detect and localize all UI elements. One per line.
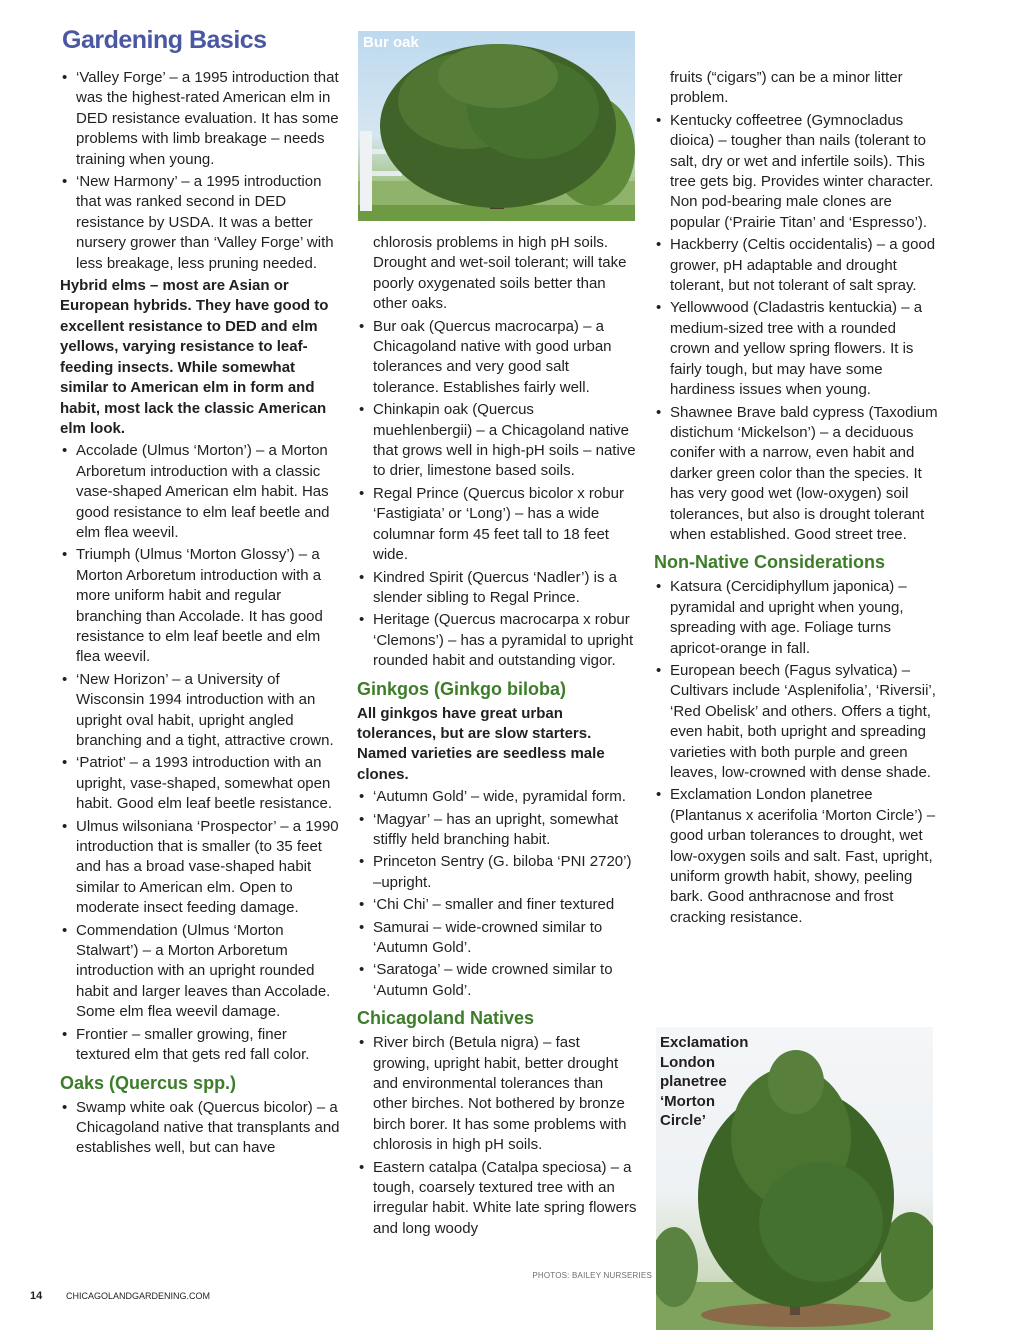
non-native-list bbox=[654, 577, 939, 928]
list-item: • ‘Autumn Gold’ – wide, pyramidal form. bbox=[357, 787, 637, 807]
list-item: • Eastern catalpa (Catalpa speciosa) – a tough, coarsely textured tree with an irregular habit. White late spring flowers and long woody bbox=[357, 1158, 637, 1240]
list-item: • European beech (Fagus sylvatica) – Cultivars include ‘Asplenifolia’, ‘Riversii’, ‘Red Obelisk’ and others. Offers a tight, even habit, both upright and spreading varieties with both purple and green leaves, low-crowned with dense shade. bbox=[654, 661, 939, 783]
list-item: • Heritage (Quercus macrocarpa x robur ‘Clemons’) – has a pyramidal to upright rounded habit and outstanding vigor. bbox=[357, 610, 637, 671]
elm-list-a bbox=[60, 68, 340, 274]
list-item: • Katsura (Cercidiphyllum japonica) – pyramidal and upright when young, spreading with age. Foliage turns apricot-orange in fall. bbox=[654, 577, 939, 659]
column-1 bbox=[60, 68, 340, 1161]
list-item: • ‘New Horizon’ – a University of Wisconsin 1994 introduction with an upright oval habit, upright angled branching and a tight, attractive crown. bbox=[60, 670, 340, 752]
list-item: • Princeton Sentry (G. biloba ‘PNI 2720’) –upright. bbox=[357, 852, 637, 893]
continuation-text: fruits (“cigars”) can be a minor litter problem. bbox=[670, 69, 903, 107]
list-item: • Accolade (Ulmus ‘Morton’) – a Morton Arboretum introduction with a classic vase-shaped American elm habit. Has good resistance to elm leaf beetle and elm flea weevil. bbox=[60, 441, 340, 543]
site-url: CHICAGOLANDGARDENING.COM bbox=[66, 1291, 211, 1301]
list-item: • Regal Prince (Quercus bicolor x robur ‘Fastigiata’ or ‘Long’) – has a wide columnar form 45 feet tall to 18 feet wide. bbox=[357, 484, 637, 566]
list-item: • Samurai – wide-crowned similar to ‘Autumn Gold’. bbox=[357, 918, 637, 959]
list-item: • Bur oak (Quercus macrocarpa) – a Chicagoland native with good urban tolerances and very good salt tolerance. Establishes fairly well. bbox=[357, 317, 637, 399]
list-item: • Yellowwood (Cladastris kentuckia) – a medium-sized tree with a rounded crown and yellow spring flowers. It is fairly tough, but may have some hardiness issues when young. bbox=[654, 298, 939, 400]
list-item: • ‘Magyar’ – has an upright, somewhat stiffly held branching habit. bbox=[357, 810, 637, 851]
photo-credit: PHOTOS: BAILEY NURSERIES bbox=[532, 1271, 652, 1280]
oak-list-b bbox=[357, 317, 637, 672]
planetree-photo bbox=[656, 1027, 933, 1330]
column-3 bbox=[654, 68, 939, 930]
continuation-text: chlorosis problems in high pH soils. Drought and wet-soil tolerant; will take poorly oxygenated soils better than other oaks. bbox=[373, 234, 627, 313]
list-item: • River birch (Betula nigra) – fast growing, upright habit, better drought and environmental tolerances than other birches. Not bothered by bronze birch borer. It has some problems with chlorosis in high pH soils. bbox=[357, 1033, 637, 1155]
hybrid-elms-intro: Hybrid elms – most are Asian or European hybrids. They have good to excellent resistance to DED and elm yellows, varying resistance to leaf-feeding insects. While somewhat similar to American elm in form and habit, most lack the classic American elm look. bbox=[60, 277, 329, 437]
page-number: 14 bbox=[30, 1290, 43, 1302]
list-item: • ‘Patriot’ – a 1993 introduction with an upright, vase-shaped, somewhat open habit. Good elm leaf beetle resistance. bbox=[60, 753, 340, 814]
list-item: • Kentucky coffeetree (Gymnocladus dioica) – tougher than nails (tolerant to salt, dry or wet and infertile soils). This tree gets big. Provides winter character. Non pod-bearing male clones are popular (‘Prairie Titan’ and ‘Espresso’). bbox=[654, 111, 939, 233]
list-item: • Chinkapin oak (Quercus muehlenbergii) – a Chicagoland native that grows well in high-pH soils – native to drier, limestone based soils. bbox=[357, 400, 637, 482]
oaks-heading: Oaks (Quercus spp.) bbox=[60, 1072, 237, 1093]
list-item: • ‘New Harmony’ – a 1995 introduction that was ranked second in DED resistance by USDA. It was a better nursery grower than ‘Valley Forge’ with less breakage, less pruning needed. bbox=[60, 172, 340, 274]
list-item: • Frontier – smaller growing, finer textured elm that gets red fall color. bbox=[60, 1025, 340, 1066]
ginkgo-intro: All ginkgos have great urban tolerances, but are slow starters. Named varieties are seedless male clones. bbox=[357, 704, 605, 783]
non-native-heading: Non-Native Considerations bbox=[654, 552, 886, 573]
ginkgo-list bbox=[357, 787, 637, 1001]
elm-list-b bbox=[60, 441, 340, 1065]
list-item: • Shawnee Brave bald cypress (Taxodium distichum ‘Mickelson’) – a deciduous conifer with a narrow, even habit and darker green color than the species. It has very good wet (low-oxygen) soil tolerances, but also is drought tolerant when established. Good street tree. bbox=[654, 403, 939, 546]
natives-list bbox=[357, 1033, 637, 1239]
list-item: • Exclamation London planetree (Plantanus x acerifolia ‘Morton Circle’) – good urban tolerances to drought, wet low-oxygen soils and salt. Fast, upright, uniform growth habit, showy, peeling bark. Good anthracnose and frost cracking resistance. bbox=[654, 785, 939, 928]
section-title: Gardening Basics bbox=[62, 26, 267, 54]
list-item: • Hackberry (Celtis occidentalis) – a good grower, pH adaptable and drought tolerant, but not tolerant of salt spray. bbox=[654, 235, 939, 296]
list-item: • ‘Chi Chi’ – smaller and finer textured bbox=[357, 895, 637, 915]
ginkgos-heading: Ginkgos (Ginkgo biloba) bbox=[357, 678, 566, 699]
list-item: • ‘Saratoga’ – wide crowned similar to ‘Autumn Gold’. bbox=[357, 960, 637, 1001]
list-item: • Ulmus wilsoniana ‘Prospector’ – a 1990 introduction that is smaller (to 35 feet and has a broad vase-shaped habit similar to American elm. Open to moderate insect feeding damage. bbox=[60, 817, 340, 919]
bur-oak-illustration bbox=[358, 31, 635, 221]
natives-list-cont bbox=[654, 111, 939, 546]
bur-oak-photo bbox=[358, 31, 635, 221]
bur-oak-caption: Bur oak bbox=[363, 34, 419, 51]
oak-list-a bbox=[60, 1098, 340, 1159]
list-item: • Swamp white oak (Quercus bicolor) – a Chicagoland native that transplants and establishes well, but can have bbox=[60, 1098, 340, 1159]
chicagoland-natives-heading: Chicagoland Natives bbox=[357, 1008, 535, 1029]
list-item: • ‘Valley Forge’ – a 1995 introduction that was the highest-rated American elm in DED resistance evaluation. It has some problems with limb breakage – needs training when young. bbox=[60, 68, 340, 170]
column-2 bbox=[357, 233, 637, 1241]
list-item: • Kindred Spirit (Quercus ‘Nadler’) is a slender sibling to Regal Prince. bbox=[357, 568, 637, 609]
list-item: • Triumph (Ulmus ‘Morton Glossy’) – a Morton Arboretum introduction with a more uniform habit and regular branching than Accolade. It has good resistance to elm leaf beetle and elm flea weevil. bbox=[60, 545, 340, 667]
list-item: • Commendation (Ulmus ‘Morton Stalwart’) – a Morton Arboretum introduction with an upright rounded habit and larger leaves than Accolade. Some elm flea weevil damage. bbox=[60, 921, 340, 1023]
planetree-caption: Exclamation London planetree ‘Morton Circle’ bbox=[660, 1034, 749, 1130]
